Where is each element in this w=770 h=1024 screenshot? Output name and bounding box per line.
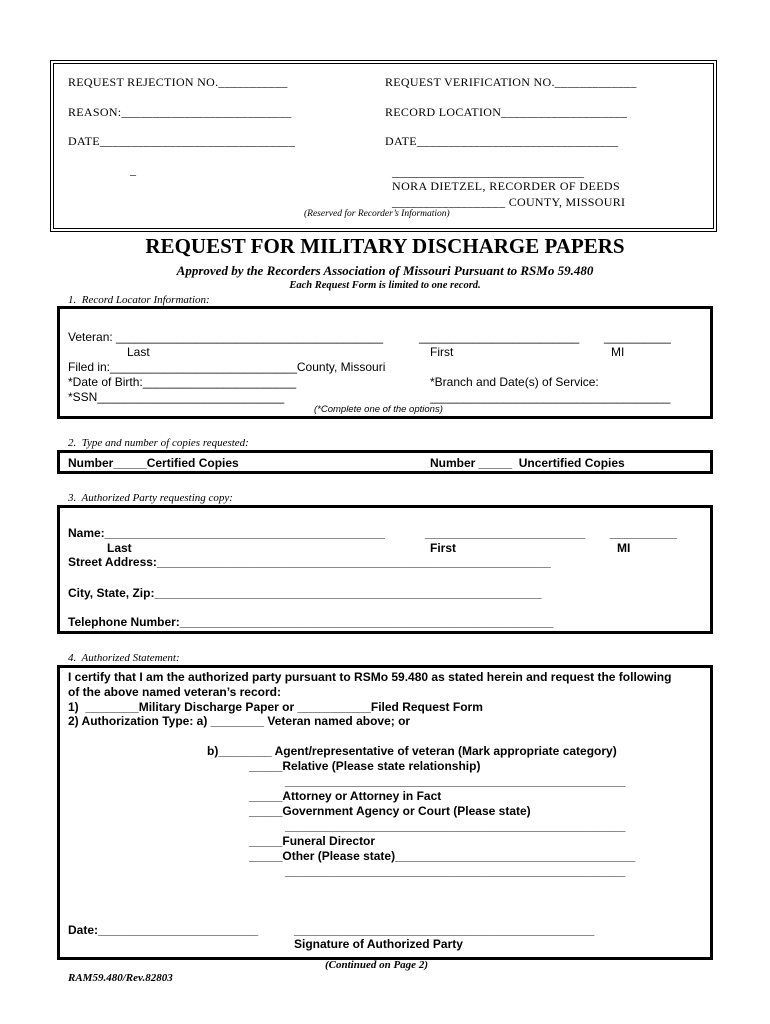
recorder-name: NORA DIETZEL, RECORDER OF DEEDS <box>392 179 621 193</box>
rejection-no-field[interactable]: REQUEST REJECTION NO.___________ <box>68 75 288 89</box>
complete-one-note: (*Complete one of the options) <box>314 404 443 415</box>
section1-heading: 1. Record Locator Information: <box>68 294 210 306</box>
section3-heading: 3. Authorized Party requesting copy: <box>68 492 233 504</box>
authorization-type-a-field[interactable]: 2) Authorization Type: a) ________ Veteran named above; or <box>68 714 411 728</box>
certify-line-1: I certify that I am the authorized party pursuant to RSMo 59.480 as stated herein and request the following <box>68 670 672 684</box>
filed-in-field[interactable]: Filed in:____________________________County, Missouri <box>68 360 386 374</box>
record-location-field[interactable]: RECORD LOCATION____________________ <box>385 105 628 119</box>
branch-field[interactable]: ____________________________________ <box>430 390 671 404</box>
telephone-field[interactable]: Telephone Number:________________________________________________________ <box>68 615 554 629</box>
relative-option[interactable]: _____Relative (Please state relationship) <box>249 759 481 773</box>
signature-label: Signature of Authorized Party <box>294 937 463 951</box>
veteran-first-label: First <box>430 345 454 359</box>
limit-note: Each Request Form is limited to one record. <box>289 280 481 291</box>
continued-note: (Continued on Page 2) <box>325 959 428 971</box>
name-mi-label: MI <box>617 541 631 555</box>
other-line[interactable]: ___________________________________________________ <box>285 864 626 878</box>
form-id: RAM59.480/Rev.82803 <box>68 972 173 984</box>
name-first-field[interactable]: ________________________ <box>425 526 586 540</box>
date-left-field[interactable]: DATE_______________________________ <box>68 134 296 148</box>
recorder-signature-line: ________________________________ <box>392 165 584 179</box>
dash-mark: _ <box>130 163 136 177</box>
section4-heading: 4. Authorized Statement: <box>68 652 180 664</box>
dob-field[interactable]: *Date of Birth:_______________________ <box>68 375 297 389</box>
name-mi-field[interactable]: __________ <box>610 526 677 540</box>
authorization-type-b-field[interactable]: b)________ Agent/representative of veteran (Mark appropriate category) <box>207 744 617 758</box>
relative-line[interactable]: ___________________________________________________ <box>285 774 626 788</box>
name-last-label: Last <box>107 541 132 555</box>
date-right-field[interactable]: DATE________________________________ <box>385 134 619 148</box>
paper-type-field[interactable]: 1) ________Military Discharge Paper or ___________Filed Request Form <box>68 700 483 714</box>
county-field[interactable]: __________________ COUNTY, MISSOURI <box>392 195 626 209</box>
city-state-zip-field[interactable]: City, State, Zip:__________________________________________________________ <box>68 586 542 600</box>
funeral-director-option[interactable]: _____Funeral Director <box>249 834 376 848</box>
veteran-mi-field[interactable]: __________ <box>604 330 671 344</box>
name-first-label: First <box>430 541 457 555</box>
government-line[interactable]: ___________________________________________________ <box>285 819 626 833</box>
veteran-last-label: Last <box>127 345 150 359</box>
other-option[interactable]: _____Other (Please state)____________________________________ <box>249 849 636 863</box>
section2-heading: 2. Type and number of copies requested: <box>68 437 249 449</box>
veteran-last-field[interactable]: Veteran: ________________________________________ <box>68 330 383 344</box>
verification-no-field[interactable]: REQUEST VERIFICATION NO._____________ <box>385 75 637 89</box>
uncertified-copies-field[interactable]: Number _____ Uncertified Copies <box>430 456 625 470</box>
certify-line-2: of the above named veteran’s record: <box>68 685 281 699</box>
page-title: REQUEST FOR MILITARY DISCHARGE PAPERS <box>145 234 625 258</box>
reason-field[interactable]: REASON:___________________________ <box>68 105 292 119</box>
reserved-note: (Reserved for Recorder’s Information) <box>304 209 450 219</box>
government-option[interactable]: _____Government Agency or Court (Please state) <box>249 804 531 818</box>
subtitle: Approved by the Recorders Association of Missouri Pursuant to RSMo 59.480 <box>176 263 594 278</box>
date-field[interactable]: Date:________________________ <box>68 923 259 937</box>
veteran-first-field[interactable]: ________________________ <box>419 330 580 344</box>
name-last-field[interactable]: Name:__________________________________________ <box>68 526 385 540</box>
branch-label: *Branch and Date(s) of Service: <box>430 375 599 389</box>
certified-copies-field[interactable]: Number_____Certified Copies <box>68 456 239 470</box>
veteran-mi-label: MI <box>611 345 625 359</box>
ssn-field[interactable]: *SSN____________________________ <box>68 390 285 404</box>
signature-line[interactable]: _____________________________________________ <box>294 923 595 937</box>
street-address-field[interactable]: Street Address:___________________________________________________________ <box>68 555 551 569</box>
attorney-option[interactable]: _____Attorney or Attorney in Fact <box>249 789 442 803</box>
